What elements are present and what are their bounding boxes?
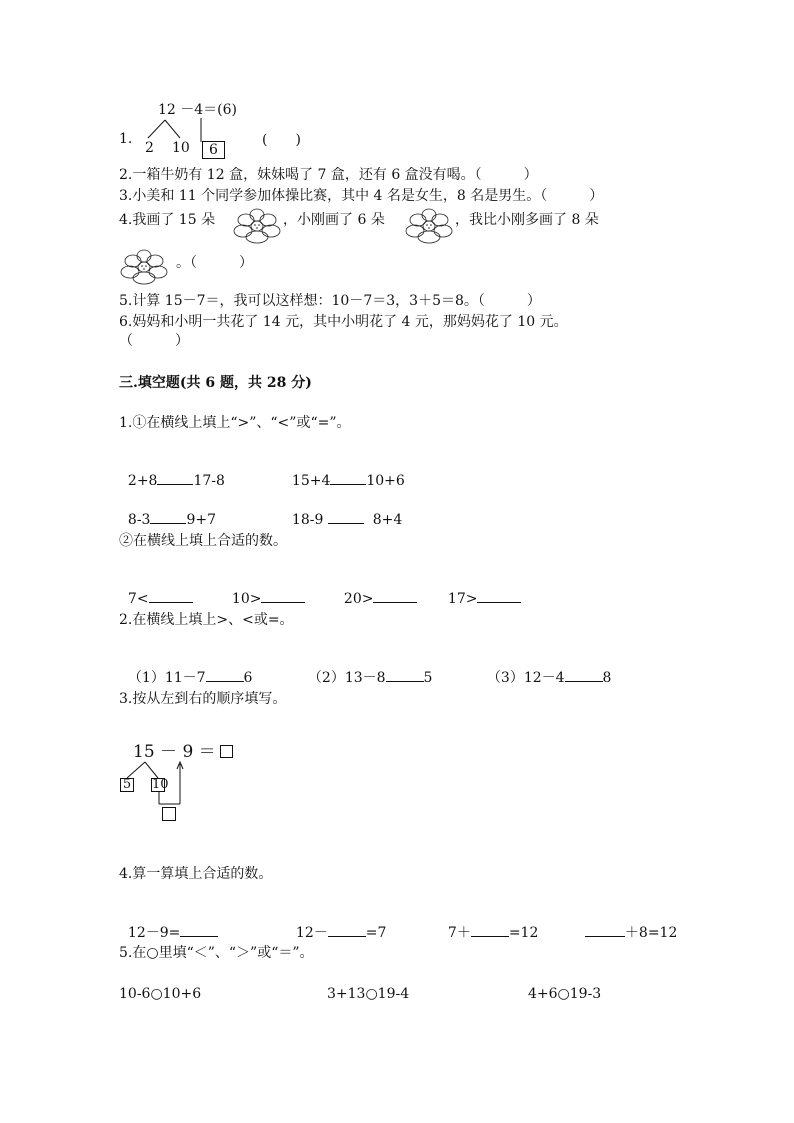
tf-q6-line1: 6.妈妈和小明一共花了 14 元，其中小明花了 4 元，那妈妈花了 10 元。 [119,314,568,330]
compare-item: （3）12－4 8 [486,670,612,686]
circle-compare-item[interactable]: 3+13○19-4 [327,986,410,1002]
compare-item: 18-9 8+4 [291,512,403,528]
q3-equation: 15 － 9 ＝ [133,742,216,762]
fill-item: 17> [439,571,521,608]
tf-q4-part1: 4.我画了 15 朵 [119,212,216,228]
section-title: 三.填空题(共 6 题，共 28 分) [119,375,312,391]
fill-q3-heading: 3.按从左到右的顺序填写。 [119,691,287,707]
q3-answer-box[interactable] [220,745,233,758]
answer-blank[interactable] [206,668,244,682]
fill-item: 20> [335,571,417,608]
compare-item: （1）11－7 6 [127,670,253,686]
q1-number: 1. [119,131,133,147]
answer-blank[interactable] [149,589,193,603]
answer-blank[interactable] [328,923,366,937]
q1-equation: 12 －4＝(6) [158,102,238,118]
answer-blank[interactable] [373,589,417,603]
fill-q2-heading: 2.在横线上填上>、<或=。 [119,612,294,628]
q1-answer-box: 6 [202,141,225,159]
calc-item: 12－9= [119,905,218,942]
fill-item: 7< [119,571,193,608]
fill-q5-heading: 5.在○里填“＜”、“＞”或“＝”。 [119,945,314,961]
q3-box-left: 5 [120,778,134,792]
calc-item: ＋8=12 [576,905,677,942]
tf-q6-line2: （ ） [119,333,189,349]
q1-part-left: 2 [145,140,154,156]
tf-q4-part2: ，小刚画了 6 朵 [283,212,385,228]
answer-blank[interactable] [330,471,366,485]
answer-blank[interactable] [328,510,364,524]
fill-q1-sub: ②在横线上填上合适的数。 [119,533,287,549]
q1-part-mid: 10 [172,140,190,156]
answer-blank[interactable] [585,923,625,937]
flower-icon [404,207,454,245]
fill-item: 10> [223,571,305,608]
answer-blank[interactable] [477,589,521,603]
answer-blank[interactable] [157,471,193,485]
answer-blank[interactable] [471,923,509,937]
compare-item: （2）13－8 5 [307,670,433,686]
tf-q2: 2.一箱牛奶有 12 盒，妹妹喝了 7 盒，还有 6 盒没有喝。（ ） [119,167,538,183]
circle-compare-item[interactable]: 4+6○19-3 [528,986,602,1002]
compare-item: 15+4 10+6 [291,473,405,489]
flower-icon [232,207,282,245]
tf-q5: 5.计算 15－7＝，我可以这样想：10－7＝3，3＋5＝8。（ ） [119,293,541,309]
circle-compare-item[interactable]: 10-6○10+6 [119,986,202,1002]
tf-q3: 3.小美和 11 个同学参加体操比赛，其中 4 名是女生，8 名是男生。（ ） [119,188,604,204]
compare-item: 2+8 17-8 [127,473,225,489]
calc-item: 7＋ =12 [447,925,539,941]
tf-q4-part3: ，我比小刚多画了 8 朵 [455,212,599,228]
flower-icon [119,248,169,286]
tf-q4-part4: 。（ ） [176,255,253,271]
answer-blank[interactable] [386,668,424,682]
q1-paren[interactable]: ( ) [262,132,301,148]
calc-item: 12－ =7 [295,925,387,941]
compare-item: 8-3 9+7 [127,512,216,528]
answer-blank[interactable] [261,589,305,603]
q3-box-mid: 10 [152,777,169,792]
answer-blank[interactable] [180,923,218,937]
fill-q1-heading: 1.①在横线上填上“>”、“<”或“=”。 [119,415,351,431]
answer-blank[interactable] [150,510,186,524]
fill-q4-heading: 4.算一算填上合适的数。 [119,866,273,882]
answer-blank[interactable] [565,668,603,682]
q3-box-bottom[interactable] [162,807,176,821]
